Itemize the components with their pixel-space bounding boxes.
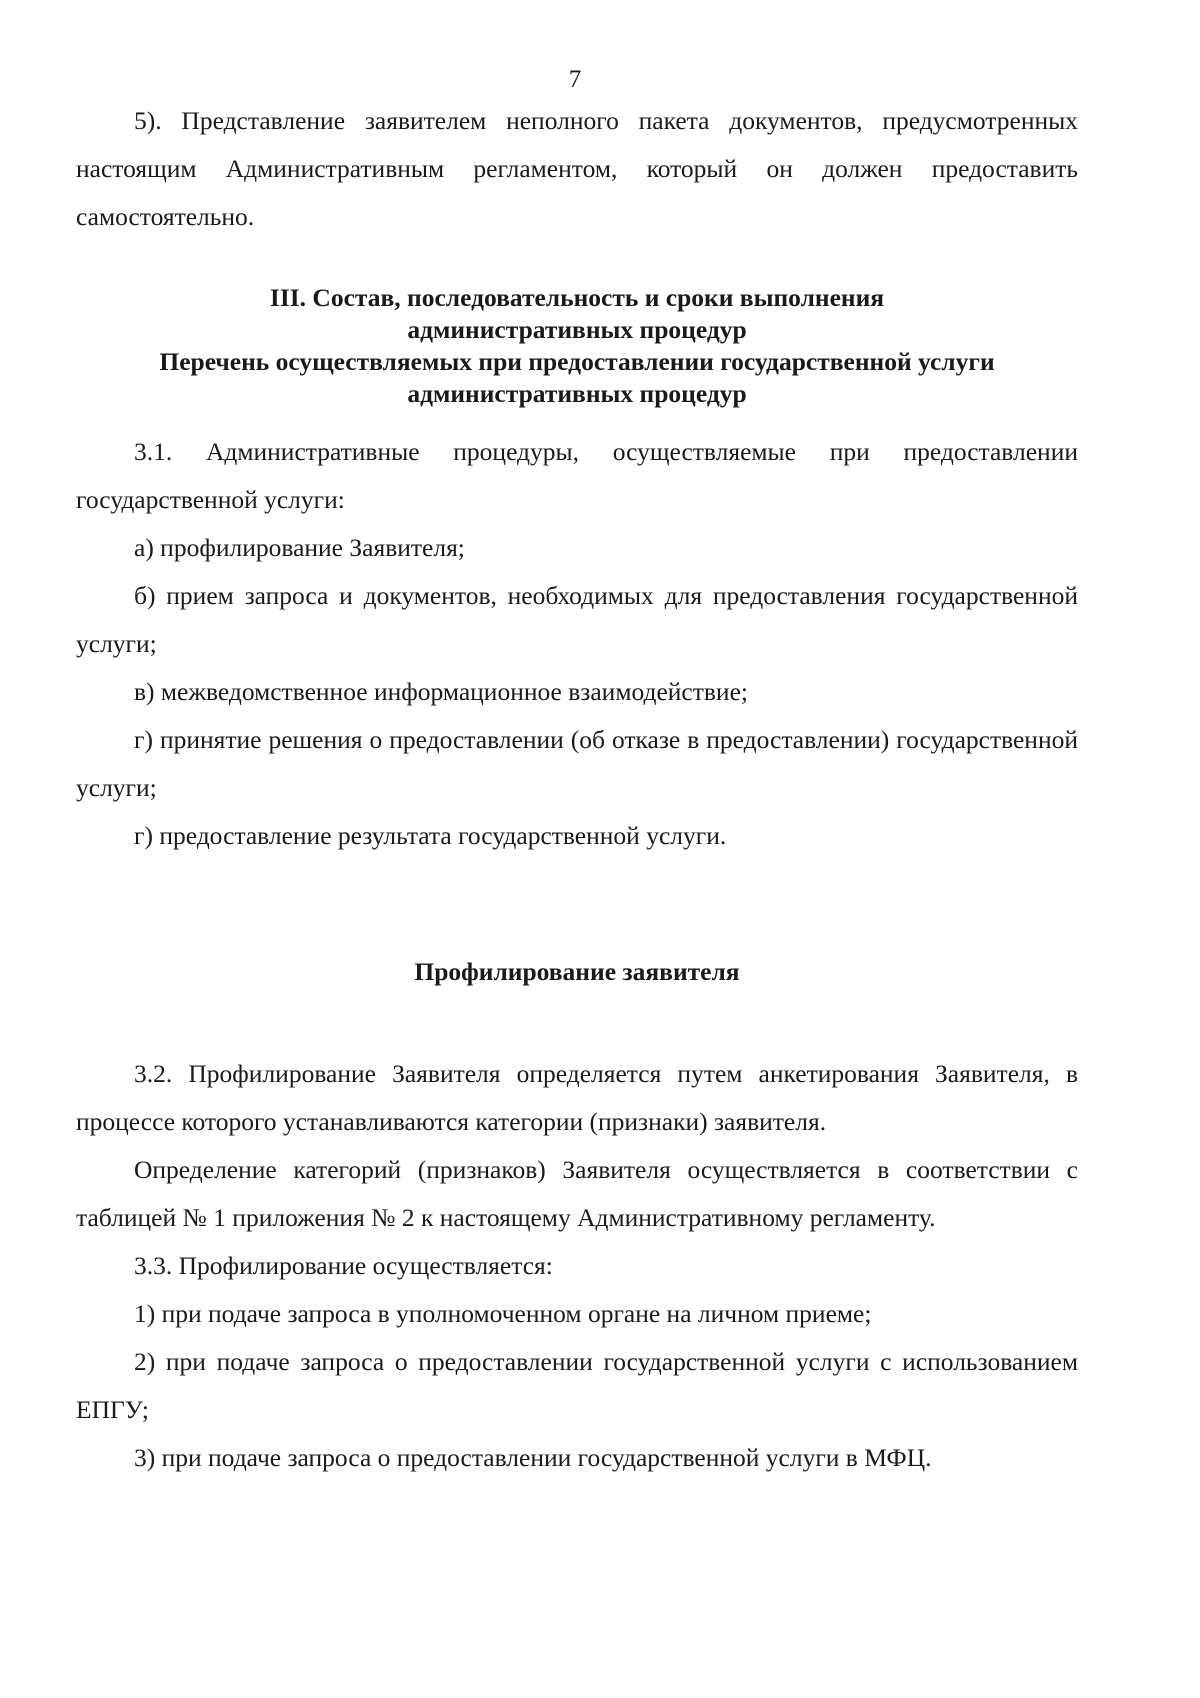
profiling-item-2: 2) при подаче запроса о предоставлении государственной услуги с использованием ЕПГУ; xyxy=(76,1347,1078,1424)
procedure-item-g2: г) предоставление результата государственной услуги. xyxy=(134,821,727,850)
procedure-item-b: б) прием запроса и документов, необходимых для предоставления государственной услуги; xyxy=(76,581,1078,658)
procedures-block xyxy=(76,428,1078,860)
procedure-item-v: в) межведомственное информационное взаимодействие; xyxy=(134,677,748,706)
procedure-item-g1: г) принятие решения о предоставлении (об отказе в предоставлении) государственной услуги; xyxy=(76,725,1078,802)
intro-block xyxy=(76,97,1078,241)
section-heading-line-1: III. Состав, последовательность и сроки выполнения xyxy=(269,283,885,312)
section-heading-line-4: административных процедур xyxy=(407,379,747,408)
profiling-heading: Профилирование заявителя xyxy=(414,957,740,986)
section-heading-line-3: Перечень осуществляемых при предоставлении государственной услуги xyxy=(159,347,995,376)
paragraph-definition: Определение категорий (признаков) Заявителя осуществляется в соответствии с таблицей № 1 приложения № 2 к настоящему Административному регламенту. xyxy=(76,1155,1078,1232)
procedure-item-a: а) профилирование Заявителя; xyxy=(134,533,465,562)
section-heading xyxy=(76,282,1078,410)
paragraph-3-2: 3.2. Профилирование Заявителя определяется путем анкетирования Заявителя, в процессе которого устанавливаются категории (признаки) заявителя. xyxy=(76,1059,1078,1136)
paragraph-5: 5). Представление заявителем неполного пакета документов, предусмотренных настоящим Административным регламентом, который он должен предоставить самостоятельно. xyxy=(76,106,1078,231)
profiling-block xyxy=(76,1050,1078,1482)
profiling-item-1: 1) при подаче запроса в уполномоченном органе на личном приеме; xyxy=(134,1299,872,1328)
paragraph-3-3: 3.3. Профилирование осуществляется: xyxy=(134,1251,553,1280)
profiling-item-3: 3) при подаче запроса о предоставлении государственной услуги в МФЦ. xyxy=(134,1443,932,1472)
section-heading-line-2: административных процедур xyxy=(407,315,747,344)
paragraph-3-1: 3.1. Административные процедуры, осуществляемые при предоставлении государственной услуги: xyxy=(76,437,1078,514)
page-number: 7 xyxy=(568,66,582,93)
